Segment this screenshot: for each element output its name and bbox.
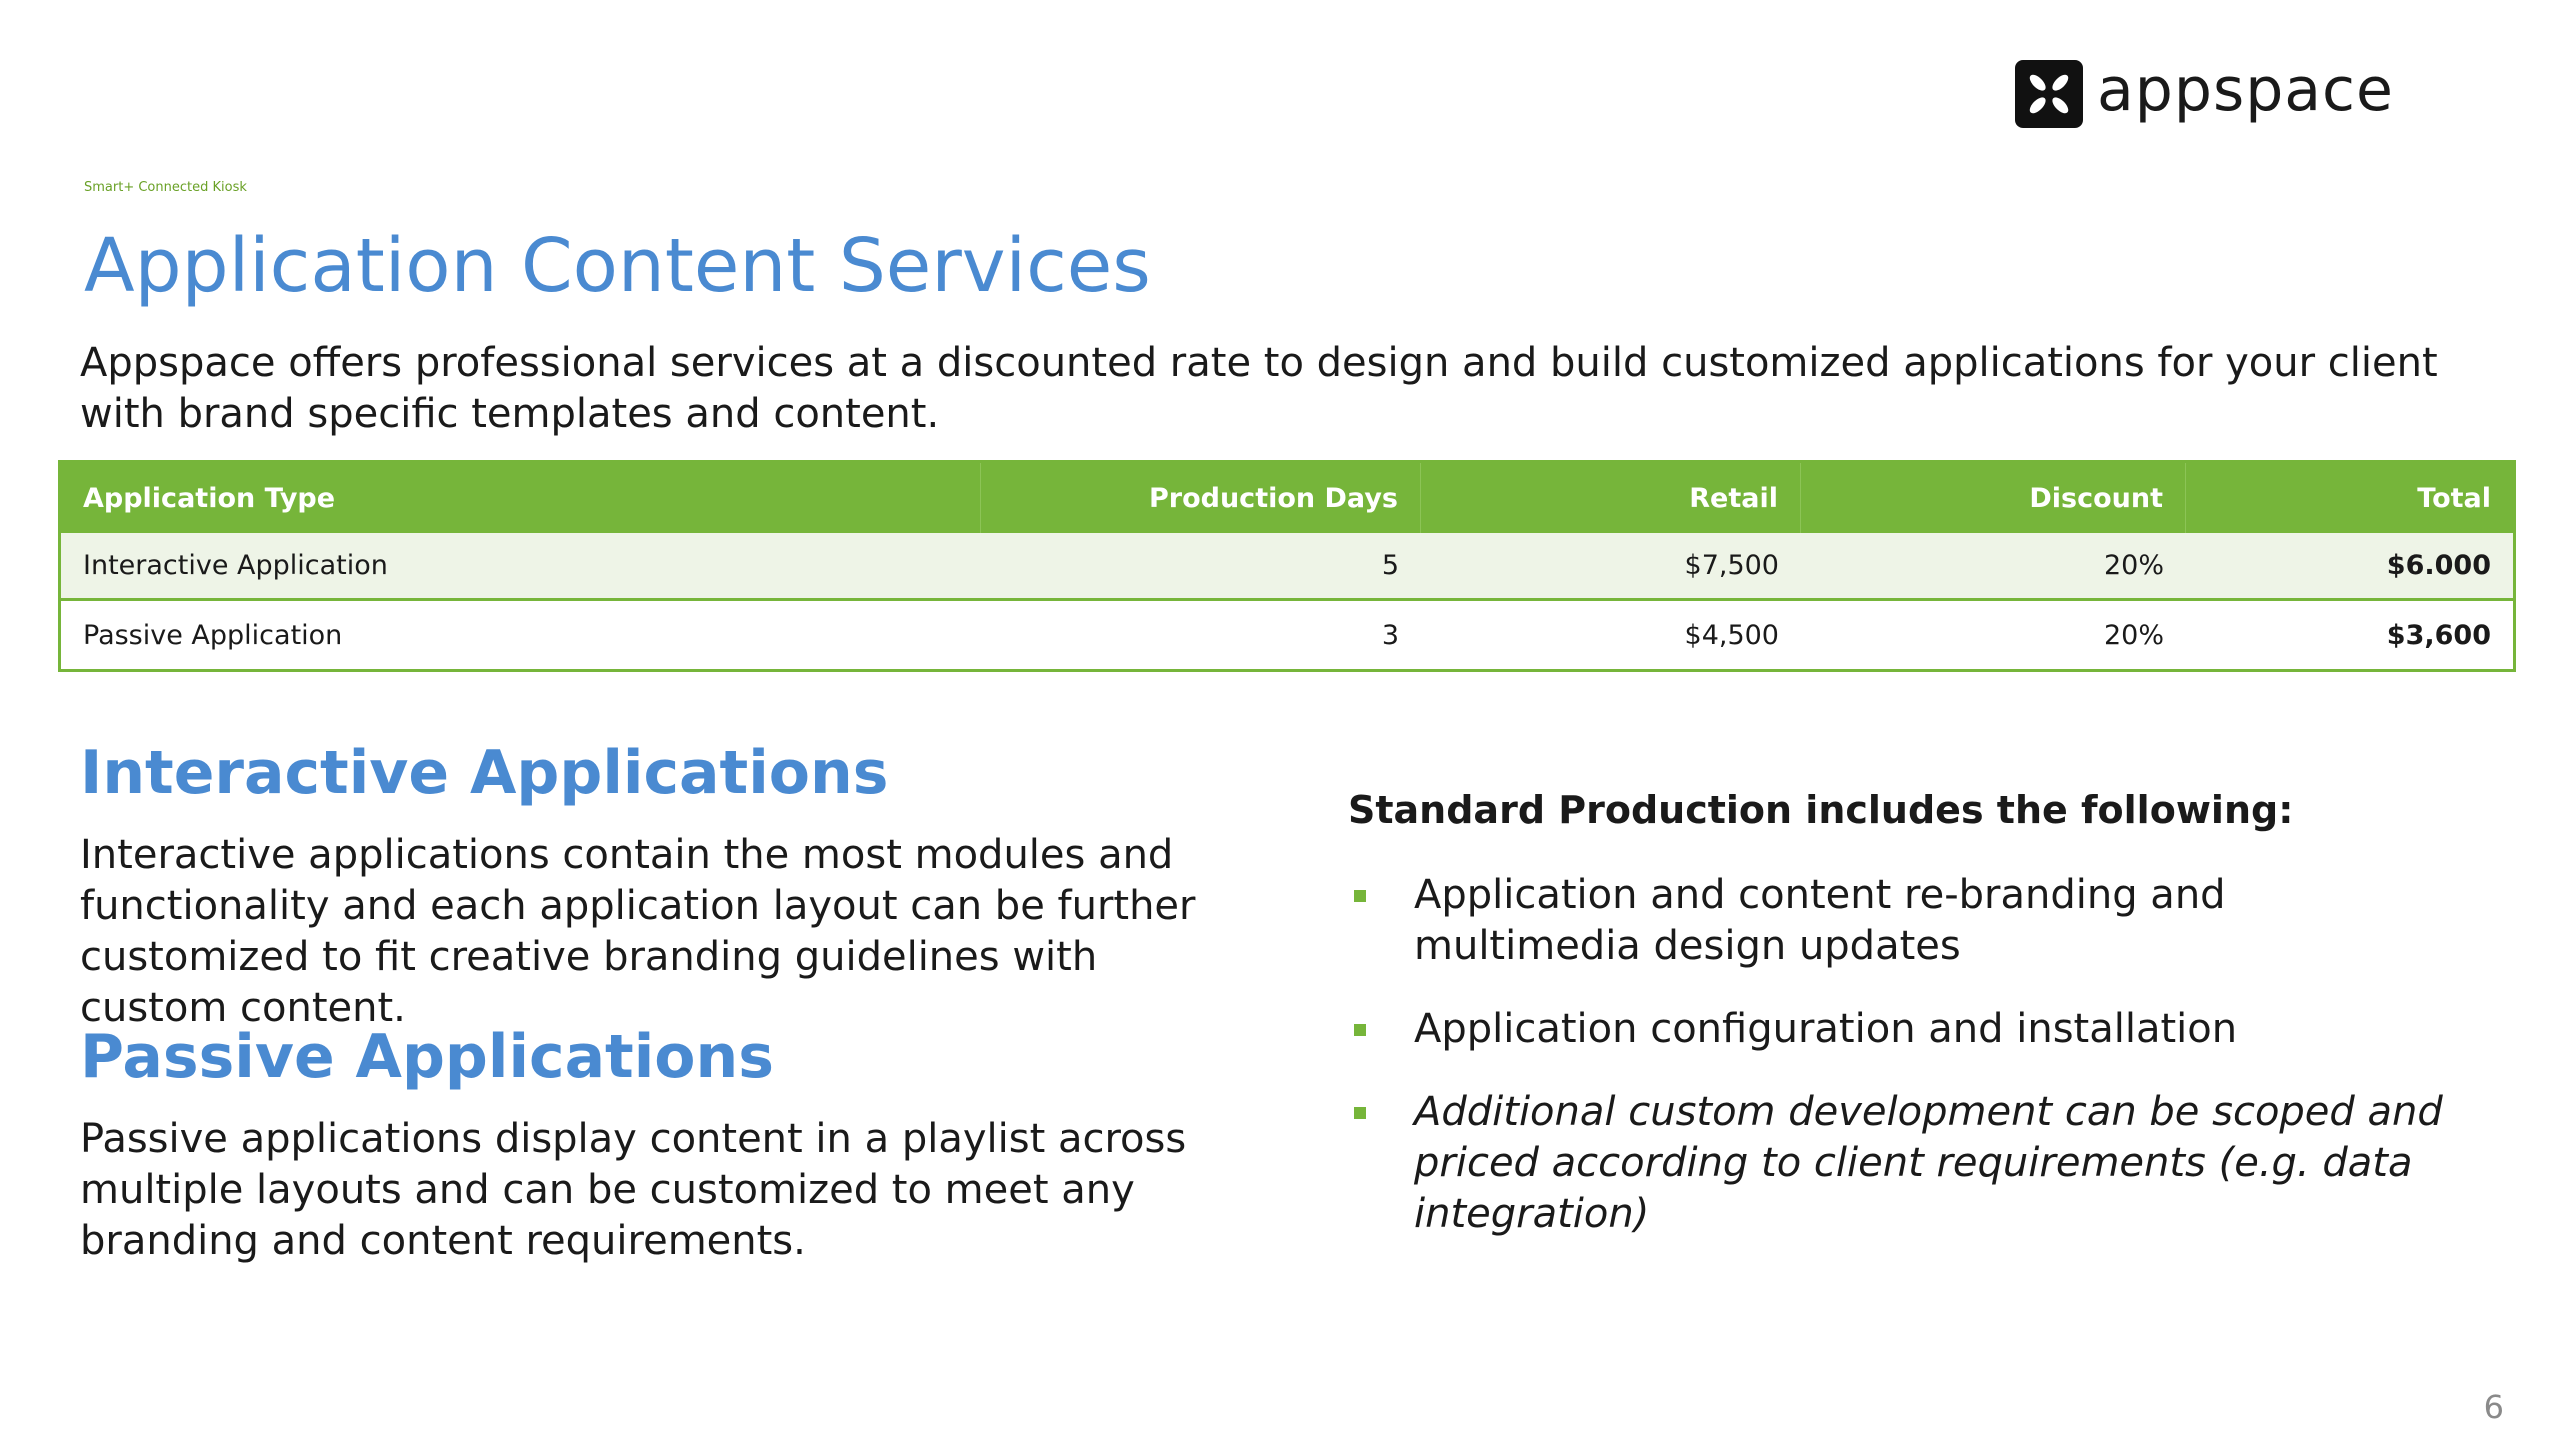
pricing-table — [58, 460, 2516, 672]
passive-description: Passive applications display content in a playlist across multiple layouts and can be customized to meet any branding and content requirements. — [80, 1116, 1187, 1264]
list-item-text: Additional custom development can be scoped and priced according to client requirements (e.g. data integration) — [1414, 1089, 2443, 1237]
table-cell: 5 — [1381, 550, 1399, 581]
appspace-logo-icon — [2015, 60, 2083, 128]
column-header: Retail — [1421, 463, 1801, 533]
table-row — [61, 601, 2513, 669]
logo-wordmark: appspace — [2097, 55, 2394, 125]
standard-production-heading: Standard Production includes the following: — [1348, 788, 2294, 832]
interactive-description: Interactive applications contain the most modules and functionality and each application layout can be further customized to fit creative branding guidelines with custom content. — [80, 832, 1196, 1031]
list-item-text: Application configuration and installation — [1414, 1006, 2238, 1052]
column-header: Application Type — [61, 463, 981, 533]
table-row — [61, 533, 2513, 601]
list-item-text: Application and content re-branding and multimedia design updates — [1414, 872, 2226, 969]
list-item — [1348, 1004, 2448, 1055]
list-item — [1348, 870, 2448, 972]
standard-production-list — [1348, 870, 2448, 1272]
bullet-square-icon — [1354, 1107, 1366, 1119]
column-header: Total — [2417, 482, 2491, 514]
appspace-logo — [2015, 55, 2394, 130]
table-cell: Passive Application — [83, 619, 343, 651]
table-cell: 20% — [2103, 619, 2164, 651]
bullet-square-icon — [1354, 890, 1366, 902]
bullet-square-icon — [1354, 1024, 1366, 1036]
table-cell-total: $6.000 — [2386, 550, 2491, 581]
page-number: 6 — [2483, 1388, 2504, 1426]
passive-heading: Passive Applications — [80, 1022, 774, 1092]
column-header: Production Days — [981, 463, 1421, 533]
table-header-row — [61, 463, 2513, 533]
table-cell: 3 — [1381, 619, 1399, 651]
table-cell: $7,500 — [1684, 550, 1779, 581]
intro-text: Appspace offers professional services at a discounted rate to design and build customized applications for your client with brand specific templates and content. — [80, 340, 2438, 437]
table-cell: 20% — [2103, 550, 2164, 581]
table-cell: $4,500 — [1684, 619, 1779, 651]
column-header: Discount — [1801, 463, 2186, 533]
page-title: Application Content Services — [84, 223, 1151, 309]
slide-subtitle: Smart+ Connected Kiosk — [84, 180, 247, 195]
table-cell-total: $3,600 — [2386, 619, 2491, 651]
list-item — [1348, 1087, 2448, 1240]
interactive-heading: Interactive Applications — [80, 738, 889, 808]
table-cell: Interactive Application — [83, 550, 388, 581]
